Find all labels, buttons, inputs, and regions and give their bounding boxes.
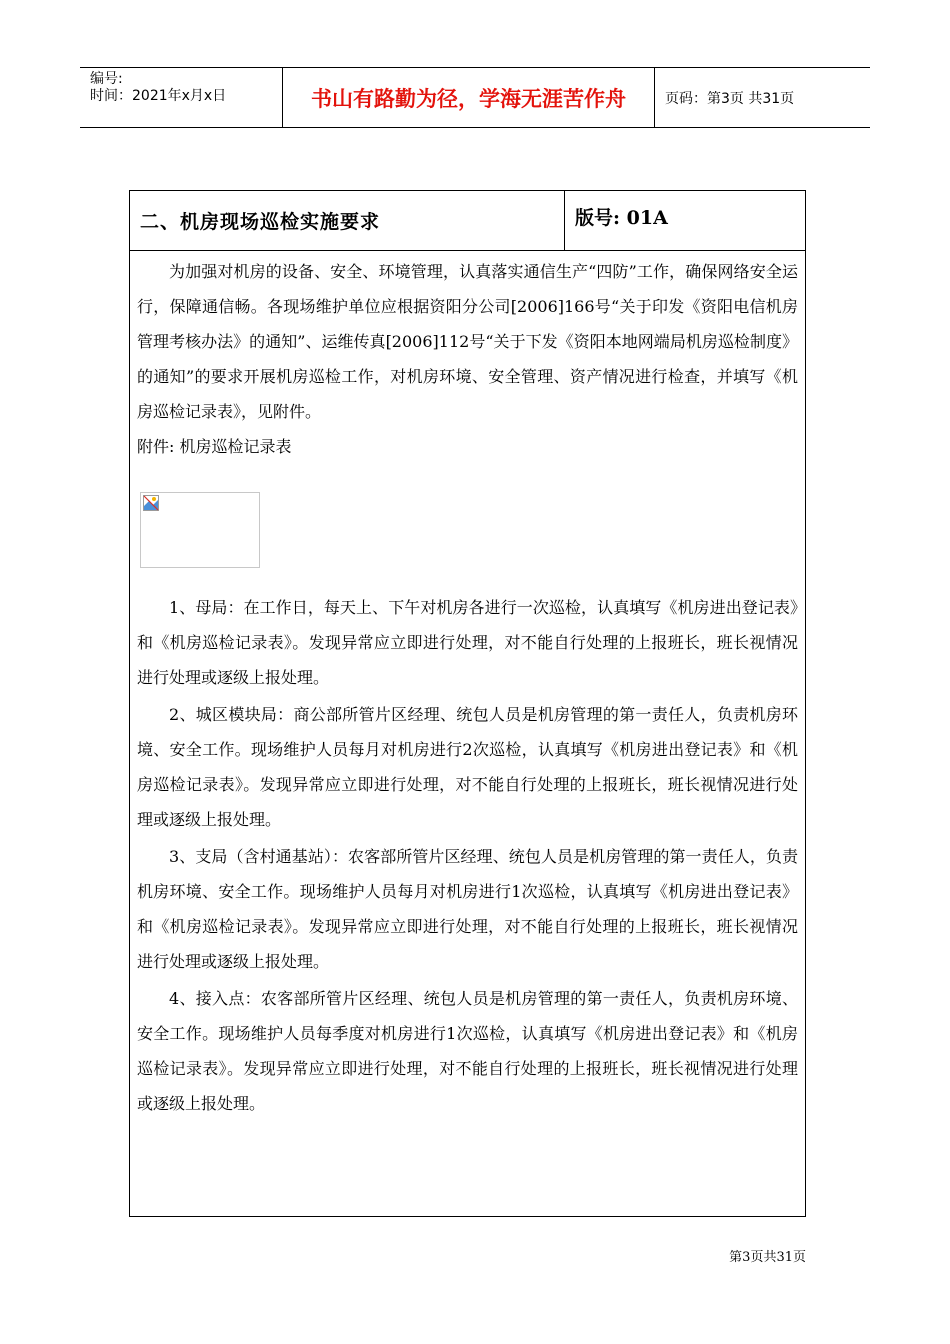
item-paragraph-2: 2、城区模块局：商公部所管片区经理、统包人员是机房管理的第一责任人，负责机房环境、安全工作。现场维护人员每月对机房进行2次巡检，认真填写《机房进出登记表》和《机房巡检记录表》。发现异常应立即进行处理，对不能自行处理的上报班长，班长视情况进行处理或逐级上报处理。 [137,705,798,829]
broken-image-icon [143,495,159,511]
header-meta [80,68,283,127]
page-header [80,67,870,128]
header-page-info: 页码：第3页 共31页 [665,90,795,107]
title-row [130,191,805,251]
attachment-image-placeholder [140,492,260,568]
document-title: 二、机房现场巡检实施要求 [130,191,565,250]
page-footer: 第3页共31页 [729,1250,806,1265]
item-paragraph-4: 4、接入点：农客部所管片区经理、统包人员是机房管理的第一责任人，负责机房环境、安全工作。现场维护人员每季度对机房进行1次巡检，认真填写《机房进出登记表》和《机房巡检记录表》。发现异常应立即进行处理，对不能自行处理的上报班长，班长视情况进行处理或逐级上报处理。 [137,989,798,1113]
document-table [129,190,806,1217]
intro-paragraph: 为加强对机房的设备、安全、环境管理，认真落实通信生产“四防”工作，确保网络安全运行，保障通信畅。各现场维护单位应根据资阳分公司[2006]166号“关于印发《资阳电信机房管理考核办法》的通知”、运维传真[2006]112号“关于下发《资阳本地网端局机房巡检制度》的通知”的要求开展机房巡检工作，对机房环境、安全管理、资产情况进行检查，并填写《机房巡检记录表》，见附件。 [137,262,798,421]
number-label: 编号: [90,71,123,87]
item-paragraph-3: 3、支局（含村通基站）：农客部所管片区经理、统包人员是机房管理的第一责任人，负责机房环境、安全工作。现场维护人员每月对机房进行1次巡检，认真填写《机房进出登记表》和《机房巡检记录表》。发现异常应立即进行处理，对不能自行处理的上报班长，班长视情况进行处理或逐级上报处理。 [137,847,798,971]
header-motto: 书山有路勤为径，学海无涯苦作舟 [283,68,655,127]
time-label: 时间：2021年x月x日 [90,88,227,104]
attachment-line: 附件: 机房巡检记录表 [137,437,292,456]
document-content [130,251,805,1121]
item-paragraph-1: 1、母局：在工作日，每天上、下午对机房各进行一次巡检，认真填写《机房进出登记表》和《机房巡检记录表》。发现异常应立即进行处理，对不能自行处理的上报班长，班长视情况进行处理或逐级上报处理。 [137,598,798,687]
version-number: 版号: 01A [575,207,668,229]
